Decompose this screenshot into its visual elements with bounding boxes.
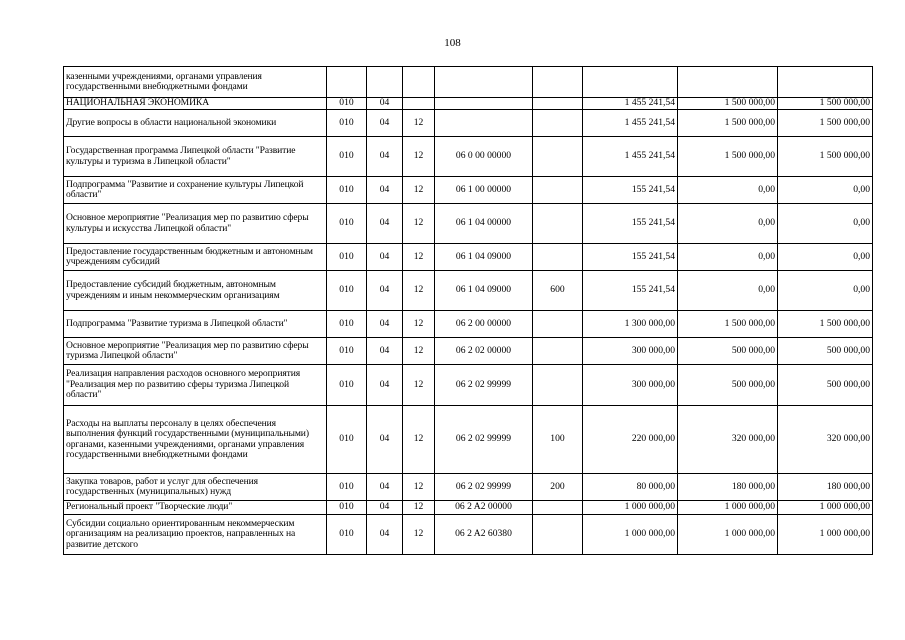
cell-sum-2023: 0,00 (678, 204, 778, 244)
cell-sum-2023: 1 500 000,00 (678, 110, 778, 137)
cell-name: Закупка товаров, работ и услуг для обеспечения государственных (муниципальных) нужд (64, 474, 327, 501)
cell-csr (435, 98, 533, 110)
cell-sum-2022 (583, 67, 678, 98)
cell-ved: 010 (327, 365, 367, 406)
table-row (64, 311, 873, 338)
cell-pr: 12 (403, 501, 435, 515)
cell-sum-2024: 1 000 000,00 (778, 515, 873, 555)
cell-ved: 010 (327, 177, 367, 204)
table-row (64, 98, 873, 110)
cell-sum-2024: 500 000,00 (778, 338, 873, 365)
cell-ved: 010 (327, 311, 367, 338)
cell-csr: 06 1 04 09000 (435, 271, 533, 311)
cell-sum-2022: 220 000,00 (583, 406, 678, 474)
cell-vr (533, 204, 583, 244)
cell-name: Основное мероприятие "Реализация мер по развитию сферы туризма Липецкой области" (64, 338, 327, 365)
cell-ved: 010 (327, 474, 367, 501)
cell-sum-2022: 300 000,00 (583, 365, 678, 406)
cell-csr: 06 1 00 00000 (435, 177, 533, 204)
table-row (64, 338, 873, 365)
cell-pr: 12 (403, 474, 435, 501)
cell-rz: 04 (367, 137, 403, 177)
cell-vr (533, 137, 583, 177)
cell-sum-2022: 1 300 000,00 (583, 311, 678, 338)
cell-sum-2024: 320 000,00 (778, 406, 873, 474)
cell-vr (533, 311, 583, 338)
cell-csr: 06 2 02 99999 (435, 474, 533, 501)
table-body (64, 67, 873, 555)
cell-csr (435, 110, 533, 137)
cell-sum-2022: 1 455 241,54 (583, 137, 678, 177)
cell-csr: 06 2 A2 00000 (435, 501, 533, 515)
cell-name: Подпрограмма "Развитие и сохранение культуры Липецкой области" (64, 177, 327, 204)
cell-sum-2024: 1 500 000,00 (778, 110, 873, 137)
cell-rz: 04 (367, 515, 403, 555)
cell-csr: 06 2 02 00000 (435, 338, 533, 365)
cell-ved: 010 (327, 137, 367, 177)
cell-pr (403, 67, 435, 98)
cell-sum-2024: 1 500 000,00 (778, 137, 873, 177)
cell-sum-2022: 1 000 000,00 (583, 501, 678, 515)
cell-name: НАЦИОНАЛЬНАЯ ЭКОНОМИКА (64, 98, 327, 110)
table-row (64, 474, 873, 501)
cell-rz: 04 (367, 271, 403, 311)
cell-sum-2023: 1 500 000,00 (678, 137, 778, 177)
cell-rz: 04 (367, 110, 403, 137)
cell-sum-2022: 80 000,00 (583, 474, 678, 501)
cell-name: Другие вопросы в области национальной экономики (64, 110, 327, 137)
cell-ved: 010 (327, 515, 367, 555)
cell-csr: 06 2 00 00000 (435, 311, 533, 338)
table-row (64, 177, 873, 204)
cell-rz: 04 (367, 177, 403, 204)
cell-pr: 12 (403, 204, 435, 244)
cell-pr: 12 (403, 177, 435, 204)
cell-sum-2023: 180 000,00 (678, 474, 778, 501)
cell-vr (533, 67, 583, 98)
cell-pr: 12 (403, 311, 435, 338)
cell-name: Предоставление государственным бюджетным и автономным учреждениям субсидий (64, 244, 327, 271)
cell-sum-2023: 0,00 (678, 271, 778, 311)
cell-name: Региональный проект "Творческие люди" (64, 501, 327, 515)
cell-name: Основное мероприятие "Реализация мер по развитию сферы культуры и искусства Липецкой области" (64, 204, 327, 244)
cell-ved: 010 (327, 406, 367, 474)
cell-rz (367, 67, 403, 98)
cell-sum-2024: 1 000 000,00 (778, 501, 873, 515)
table-row (64, 271, 873, 311)
cell-pr: 12 (403, 244, 435, 271)
cell-rz: 04 (367, 311, 403, 338)
table-row (64, 501, 873, 515)
cell-sum-2024: 0,00 (778, 271, 873, 311)
cell-vr (533, 501, 583, 515)
cell-sum-2022: 155 241,54 (583, 204, 678, 244)
cell-sum-2023: 1 500 000,00 (678, 98, 778, 110)
cell-sum-2023 (678, 67, 778, 98)
cell-sum-2023: 1 500 000,00 (678, 311, 778, 338)
cell-sum-2024: 0,00 (778, 244, 873, 271)
cell-name: Подпрограмма "Развитие туризма в Липецкой области" (64, 311, 327, 338)
cell-vr: 100 (533, 406, 583, 474)
cell-sum-2024: 180 000,00 (778, 474, 873, 501)
table-row (64, 67, 873, 98)
cell-sum-2022: 155 241,54 (583, 244, 678, 271)
cell-pr (403, 98, 435, 110)
table-row (64, 204, 873, 244)
cell-name: Субсидии социально ориентированным некоммерческим организациям на реализацию проектов, направленных на развитие детского (64, 515, 327, 555)
cell-pr: 12 (403, 515, 435, 555)
cell-pr: 12 (403, 365, 435, 406)
cell-sum-2023: 0,00 (678, 244, 778, 271)
cell-ved: 010 (327, 338, 367, 365)
cell-rz: 04 (367, 501, 403, 515)
cell-sum-2023: 1 000 000,00 (678, 501, 778, 515)
cell-ved: 010 (327, 244, 367, 271)
cell-name: Предоставление субсидий бюджетным, автономным учреждениям и иным некоммерческим организациям (64, 271, 327, 311)
cell-vr (533, 98, 583, 110)
cell-csr: 06 2 02 99999 (435, 365, 533, 406)
table-row (64, 406, 873, 474)
cell-sum-2023: 500 000,00 (678, 338, 778, 365)
cell-sum-2024: 500 000,00 (778, 365, 873, 406)
cell-csr (435, 67, 533, 98)
cell-sum-2023: 0,00 (678, 177, 778, 204)
cell-sum-2022: 300 000,00 (583, 338, 678, 365)
cell-pr: 12 (403, 110, 435, 137)
cell-vr (533, 177, 583, 204)
page-number: 108 (444, 37, 461, 49)
cell-csr: 06 1 04 00000 (435, 204, 533, 244)
cell-sum-2022: 1 455 241,54 (583, 98, 678, 110)
table-row (64, 365, 873, 406)
cell-vr (533, 365, 583, 406)
cell-pr: 12 (403, 406, 435, 474)
cell-name: Государственная программа Липецкой области "Развитие культуры и туризма в Липецкой области" (64, 137, 327, 177)
cell-sum-2022: 1 455 241,54 (583, 110, 678, 137)
table-row (64, 110, 873, 137)
cell-sum-2022: 155 241,54 (583, 177, 678, 204)
cell-rz: 04 (367, 244, 403, 271)
table-row (64, 137, 873, 177)
cell-sum-2023: 320 000,00 (678, 406, 778, 474)
cell-sum-2024 (778, 67, 873, 98)
cell-sum-2024: 1 500 000,00 (778, 311, 873, 338)
cell-pr: 12 (403, 271, 435, 311)
cell-ved: 010 (327, 110, 367, 137)
cell-name: казенными учреждениями, органами управления государственными внебюджетными фондами (64, 67, 327, 98)
table-row (64, 244, 873, 271)
cell-vr (533, 244, 583, 271)
cell-ved: 010 (327, 271, 367, 311)
cell-ved: 010 (327, 204, 367, 244)
cell-vr: 200 (533, 474, 583, 501)
cell-sum-2022: 1 000 000,00 (583, 515, 678, 555)
cell-rz: 04 (367, 406, 403, 474)
table-row (64, 515, 873, 555)
cell-name: Расходы на выплаты персоналу в целях обеспечения выполнения функций государственными (муниципальными) органами, казенными учреждениями, органами управления государственными внебюджетными фондами (64, 406, 327, 474)
cell-sum-2023: 1 000 000,00 (678, 515, 778, 555)
budget-table (63, 66, 873, 555)
cell-vr (533, 515, 583, 555)
cell-pr: 12 (403, 137, 435, 177)
cell-vr (533, 110, 583, 137)
cell-sum-2024: 0,00 (778, 177, 873, 204)
cell-sum-2024: 1 500 000,00 (778, 98, 873, 110)
cell-sum-2022: 155 241,54 (583, 271, 678, 311)
cell-vr (533, 338, 583, 365)
cell-csr: 06 0 00 00000 (435, 137, 533, 177)
cell-name: Реализация направления расходов основного мероприятия "Реализация мер по развитию сферы туризма Липецкой области" (64, 365, 327, 406)
cell-rz: 04 (367, 365, 403, 406)
cell-csr: 06 1 04 09000 (435, 244, 533, 271)
cell-rz: 04 (367, 474, 403, 501)
cell-rz: 04 (367, 98, 403, 110)
cell-sum-2023: 500 000,00 (678, 365, 778, 406)
cell-csr: 06 2 A2 60380 (435, 515, 533, 555)
cell-vr: 600 (533, 271, 583, 311)
cell-ved: 010 (327, 98, 367, 110)
cell-sum-2024: 0,00 (778, 204, 873, 244)
cell-rz: 04 (367, 338, 403, 365)
cell-ved (327, 67, 367, 98)
cell-csr: 06 2 02 99999 (435, 406, 533, 474)
cell-ved: 010 (327, 501, 367, 515)
cell-rz: 04 (367, 204, 403, 244)
cell-pr: 12 (403, 338, 435, 365)
